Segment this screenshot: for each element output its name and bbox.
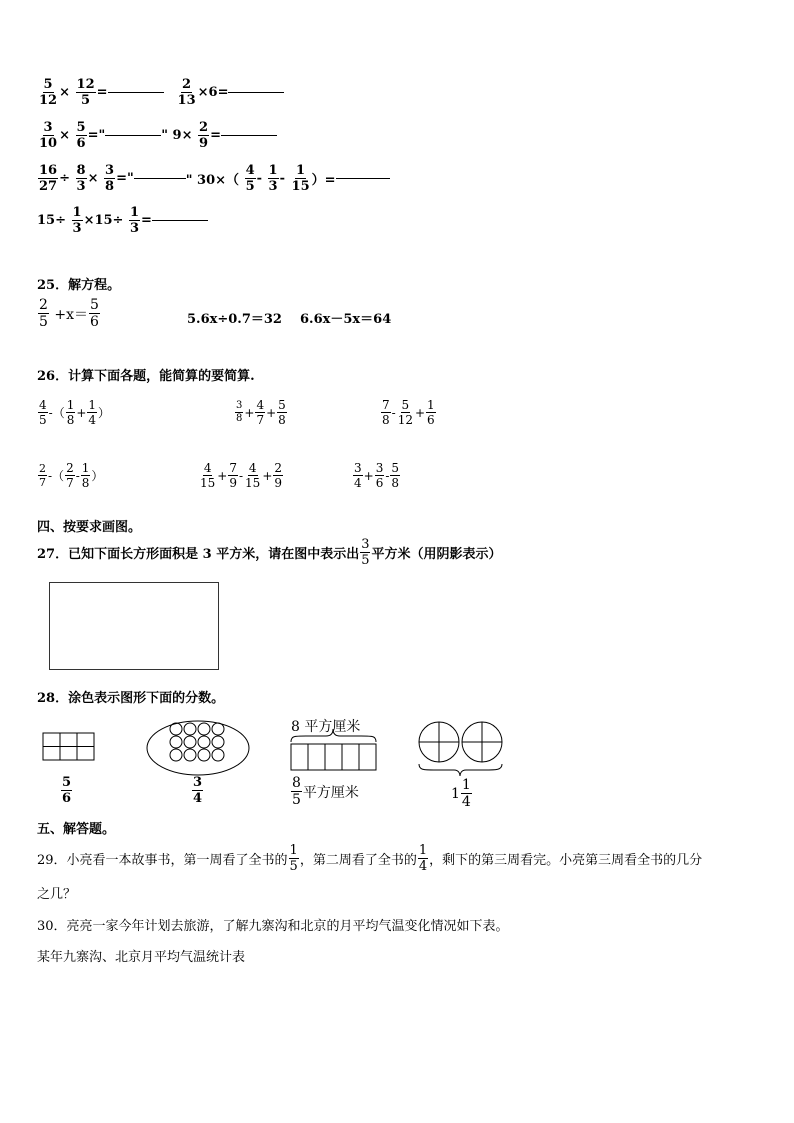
operator: + bbox=[414, 405, 426, 420]
calc-row-4 bbox=[37, 206, 208, 235]
operator: - bbox=[279, 171, 285, 186]
fraction: $\frac{2}{9}$ bbox=[199, 120, 209, 151]
fraction: $\frac{2}{5}$ bbox=[39, 297, 48, 330]
answer-blank[interactable] bbox=[336, 178, 390, 179]
q27-lead: 27．已知下面长方形面积是 3 平方米，请在图中表示出 bbox=[37, 547, 360, 562]
answer-blank[interactable] bbox=[134, 178, 186, 179]
operator: + bbox=[76, 405, 87, 420]
fraction: $\frac{5}{6}$ bbox=[62, 775, 72, 806]
fraction: $\frac{8}{3}$ bbox=[76, 163, 86, 194]
q25-eq3: 6.6x－5x＝64 bbox=[300, 312, 392, 327]
fraction: $\frac{4}{7}$ bbox=[256, 398, 265, 427]
fraction: $\frac{1}{6}$ bbox=[427, 398, 435, 427]
q26-expr-6 bbox=[352, 462, 401, 489]
fraction: $\frac{1}{4}$ bbox=[418, 843, 428, 874]
answer-blank[interactable] bbox=[228, 92, 284, 93]
equals: = bbox=[96, 85, 108, 100]
operator: - bbox=[256, 171, 263, 186]
q28-mixed-number bbox=[451, 778, 473, 809]
operator: + bbox=[363, 468, 374, 483]
q29-line-2: 之几？ bbox=[37, 887, 77, 902]
expression-lead: " 9× bbox=[161, 128, 193, 143]
q30-text: 30．亮亮一家今年计划去旅游，了解九寨沟和北京的月平均气温变化情况如下表。 bbox=[37, 919, 509, 934]
fraction: $\frac{4}{15}$ bbox=[200, 461, 216, 490]
q29-mid: ，第二周看了全书的 bbox=[299, 853, 417, 868]
fraction: $\frac{3}{10}$ bbox=[39, 120, 58, 151]
fraction: $\frac{1}{8}$ bbox=[66, 398, 75, 427]
fraction: $\frac{3}{6}$ bbox=[375, 461, 384, 490]
area-rectangle[interactable] bbox=[49, 582, 219, 670]
fraction: $\frac{2}{9}$ bbox=[274, 461, 283, 490]
fraction: $\frac{4}{15}$ bbox=[245, 461, 261, 490]
answer-blank[interactable] bbox=[108, 92, 164, 93]
fraction: $\frac{5}{12}$ bbox=[39, 77, 58, 108]
q28-fraction-2 bbox=[191, 776, 204, 805]
expression-mid: ×15÷ bbox=[83, 213, 124, 228]
circles-figure[interactable] bbox=[419, 722, 502, 776]
fraction: $\frac{2}{13}$ bbox=[177, 77, 196, 108]
fraction: $\frac{12}{5}$ bbox=[76, 77, 95, 108]
operator: - bbox=[238, 468, 244, 483]
fraction: $\frac{1}{4}$ bbox=[88, 398, 97, 427]
answer-blank[interactable] bbox=[221, 135, 277, 136]
fraction: $\frac{1}{8}$ bbox=[81, 461, 90, 490]
fraction: $\frac{3}{4}$ bbox=[354, 461, 362, 490]
section-4-heading: 四、按要求画图。 bbox=[37, 520, 142, 535]
operator: - bbox=[385, 468, 390, 483]
q28-fraction-3 bbox=[290, 776, 359, 807]
q26-expr-4 bbox=[37, 462, 103, 489]
expression-lead: " 30×（ bbox=[185, 173, 240, 188]
calc-row-3 bbox=[37, 164, 390, 193]
operator: -（ bbox=[48, 469, 65, 483]
fraction: $\frac{5}{8}$ bbox=[278, 398, 286, 427]
operator: × bbox=[87, 171, 99, 186]
fraction: $\frac{1}{15}$ bbox=[291, 163, 310, 194]
operator: × bbox=[59, 128, 70, 143]
q29-line-1 bbox=[37, 844, 702, 873]
fraction: $\frac{1}{3}$ bbox=[129, 205, 140, 236]
q26-expr-1 bbox=[37, 399, 110, 426]
grid-figure[interactable] bbox=[43, 733, 94, 760]
fraction: $\frac{7}{8}$ bbox=[382, 398, 390, 427]
q28-fraction-1 bbox=[60, 776, 73, 805]
q25-eq1 bbox=[37, 298, 101, 329]
fraction: $\frac{8}{5}$ bbox=[292, 775, 301, 808]
fraction: $\frac{5}{6}$ bbox=[76, 120, 86, 151]
operator: - bbox=[391, 405, 396, 420]
q28-figures bbox=[36, 712, 506, 812]
equals: = bbox=[210, 128, 221, 143]
fraction: $\frac{3}{8}$ bbox=[105, 163, 115, 194]
section-5-heading: 五、解答题。 bbox=[37, 822, 116, 837]
q29-lead: 29．小亮看一本故事书，第一周看了全书的 bbox=[37, 853, 288, 868]
calc-row-2 bbox=[37, 121, 277, 150]
fraction: $\frac{4}{5}$ bbox=[245, 163, 255, 194]
fraction: $\frac{3}{4}$ bbox=[193, 775, 203, 806]
fraction: $\frac{1}{5}$ bbox=[289, 843, 298, 874]
answer-blank[interactable] bbox=[105, 135, 161, 136]
operator: ÷ bbox=[59, 171, 70, 186]
operator: - bbox=[75, 468, 80, 483]
fraction: $\frac{1}{4}$ bbox=[461, 777, 471, 810]
operator: × bbox=[59, 85, 70, 100]
fraction: $\frac{1}{3}$ bbox=[268, 163, 278, 194]
fraction: $\frac{3}{5}$ bbox=[361, 537, 370, 568]
q26-expr-5 bbox=[198, 462, 284, 489]
fraction: $\frac{7}{9}$ bbox=[229, 461, 237, 490]
expression-lead: 15÷ bbox=[37, 213, 66, 228]
q25-heading: 25．解方程。 bbox=[37, 278, 121, 293]
expression-tail: ×6= bbox=[197, 85, 229, 100]
answer-blank[interactable] bbox=[152, 220, 208, 221]
operator: -（ bbox=[48, 406, 65, 420]
table-title: 某年九寨沟、北京月平均气温统计表 bbox=[37, 950, 246, 965]
fraction: $\frac{5}{6}$ bbox=[90, 297, 99, 330]
fraction: $\frac{16}{27}$ bbox=[39, 163, 58, 194]
q28-heading: 28．涂色表示图形下面的分数。 bbox=[37, 691, 225, 706]
operator: + bbox=[262, 468, 273, 483]
calc-row-1 bbox=[37, 78, 284, 107]
equals: =" bbox=[87, 128, 106, 143]
fraction: $\frac{5}{12}$ bbox=[397, 398, 413, 427]
equals: = bbox=[141, 213, 152, 228]
equation-mid: +x＝ bbox=[54, 306, 89, 323]
q26-expr-3 bbox=[380, 399, 437, 426]
fraction: $\frac{3}{8}$ bbox=[236, 400, 243, 424]
fraction: $\frac{4}{5}$ bbox=[39, 398, 47, 427]
q26-expr-2 bbox=[234, 399, 288, 426]
fraction: $\frac{1}{3}$ bbox=[72, 205, 82, 236]
q27-text bbox=[37, 538, 502, 567]
fraction: $\frac{2}{7}$ bbox=[39, 462, 46, 489]
q26-heading: 26．计算下面各题，能简算的要简算. bbox=[37, 369, 255, 384]
mixed-whole: 1 bbox=[451, 785, 460, 802]
fraction: $\frac{2}{7}$ bbox=[66, 461, 74, 490]
strip-area-label: 8 平方厘米 bbox=[291, 719, 361, 735]
operator: + bbox=[217, 468, 228, 483]
equals: =" bbox=[116, 171, 134, 186]
operator: + bbox=[266, 405, 277, 420]
ellipse-figure[interactable] bbox=[147, 721, 249, 775]
operator: ） bbox=[98, 406, 111, 420]
operator: ） bbox=[91, 469, 104, 483]
q25-eq2: 5.6x÷0.7＝32 bbox=[187, 312, 282, 327]
q29-tail: ，剩下的第三周看完。小亮第三周看全书的几分 bbox=[429, 853, 703, 868]
expression-close: ）= bbox=[311, 173, 336, 188]
fraction: $\frac{5}{8}$ bbox=[391, 461, 400, 490]
q27-tail: 平方米（用阴影表示） bbox=[371, 547, 502, 562]
unit-label: 平方厘米 bbox=[302, 784, 359, 801]
operator: + bbox=[244, 405, 255, 420]
